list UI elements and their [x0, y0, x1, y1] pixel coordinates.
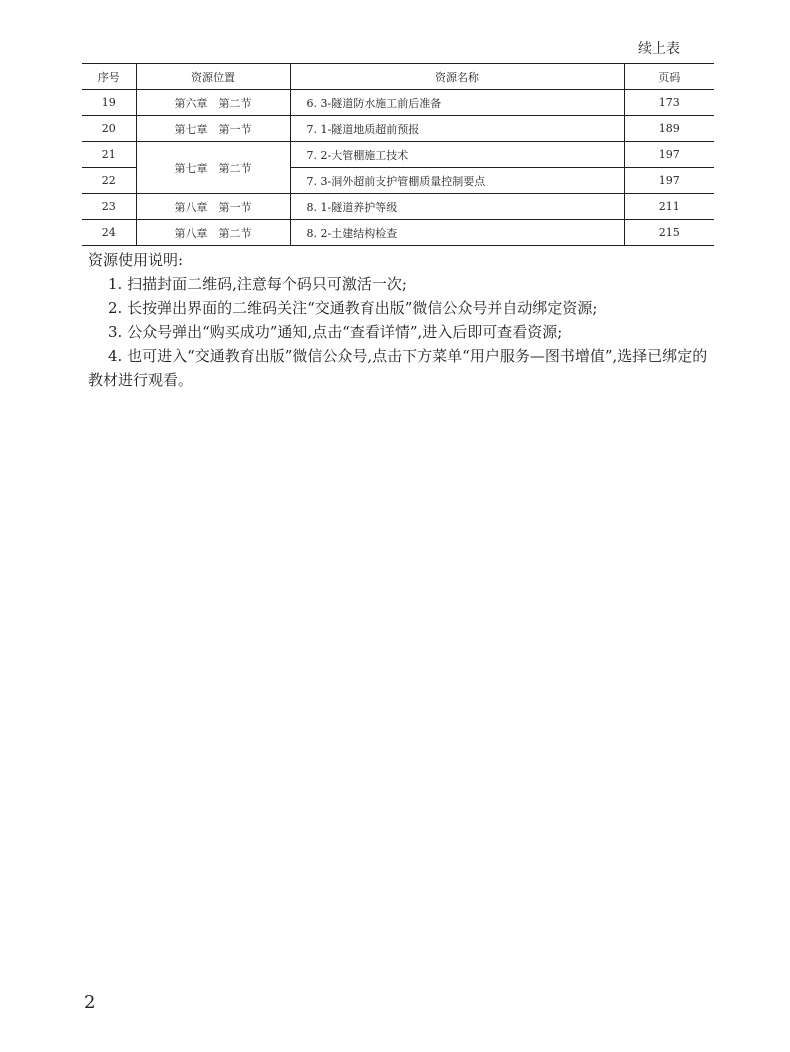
row-location: 第七章 第一节: [136, 116, 290, 142]
table-row: [82, 220, 714, 246]
row-number: 23: [82, 194, 136, 220]
instruction-item: 2. 长按弹出界面的二维码关注“交通教育出版”微信公众号并自动绑定资源;: [108, 299, 598, 317]
header-location: 资源位置: [136, 64, 290, 90]
resource-table: [82, 63, 714, 246]
row-location: 第六章 第二节: [136, 90, 290, 116]
instruction-item: 1. 扫描封面二维码,注意每个码只可激活一次;: [108, 275, 407, 293]
usage-instructions: [88, 248, 713, 392]
header-page: 页码: [624, 64, 714, 90]
row-number: 24: [82, 220, 136, 246]
row-name: 7. 3-洞外超前支护管棚质量控制要点: [290, 168, 624, 194]
row-number: 21: [82, 142, 136, 168]
row-name: 6. 3-隧道防水施工前后准备: [290, 90, 624, 116]
table-row: [82, 90, 714, 116]
continued-table-label: 续上表: [638, 41, 680, 57]
instructions-heading: 资源使用说明:: [88, 251, 184, 269]
table-header-row: [82, 64, 714, 90]
row-page: 197: [624, 168, 714, 194]
table-row: [82, 116, 714, 142]
row-page: 197: [624, 142, 714, 168]
row-location: 第八章 第一节: [136, 194, 290, 220]
instruction-item: 3. 公众号弹出“购买成功”通知,点击“查看详情”,进入后即可查看资源;: [108, 323, 563, 341]
row-name: 7. 1-隧道地质超前预报: [290, 116, 624, 142]
row-name: 8. 1-隧道养护等级: [290, 194, 624, 220]
instruction-item: 4. 也可进入“交通教育出版”微信公众号,点击下方菜单“用户服务—图书增值”,选择已绑定的教材进行观看。: [88, 347, 708, 389]
row-page: 189: [624, 116, 714, 142]
row-name: 7. 2-大管棚施工技术: [290, 142, 624, 168]
row-number: 19: [82, 90, 136, 116]
row-location: 第八章 第二节: [136, 220, 290, 246]
row-location: 第七章 第二节: [136, 142, 290, 194]
table-row: [82, 142, 714, 168]
row-name: 8. 2-土建结构检查: [290, 220, 624, 246]
row-page: 215: [624, 220, 714, 246]
header-number: 序号: [82, 64, 136, 90]
row-page: 173: [624, 90, 714, 116]
table-row: [82, 194, 714, 220]
row-number: 22: [82, 168, 136, 194]
row-page: 211: [624, 194, 714, 220]
header-name: 资源名称: [290, 64, 624, 90]
row-number: 20: [82, 116, 136, 142]
page-number: 2: [84, 992, 96, 1013]
